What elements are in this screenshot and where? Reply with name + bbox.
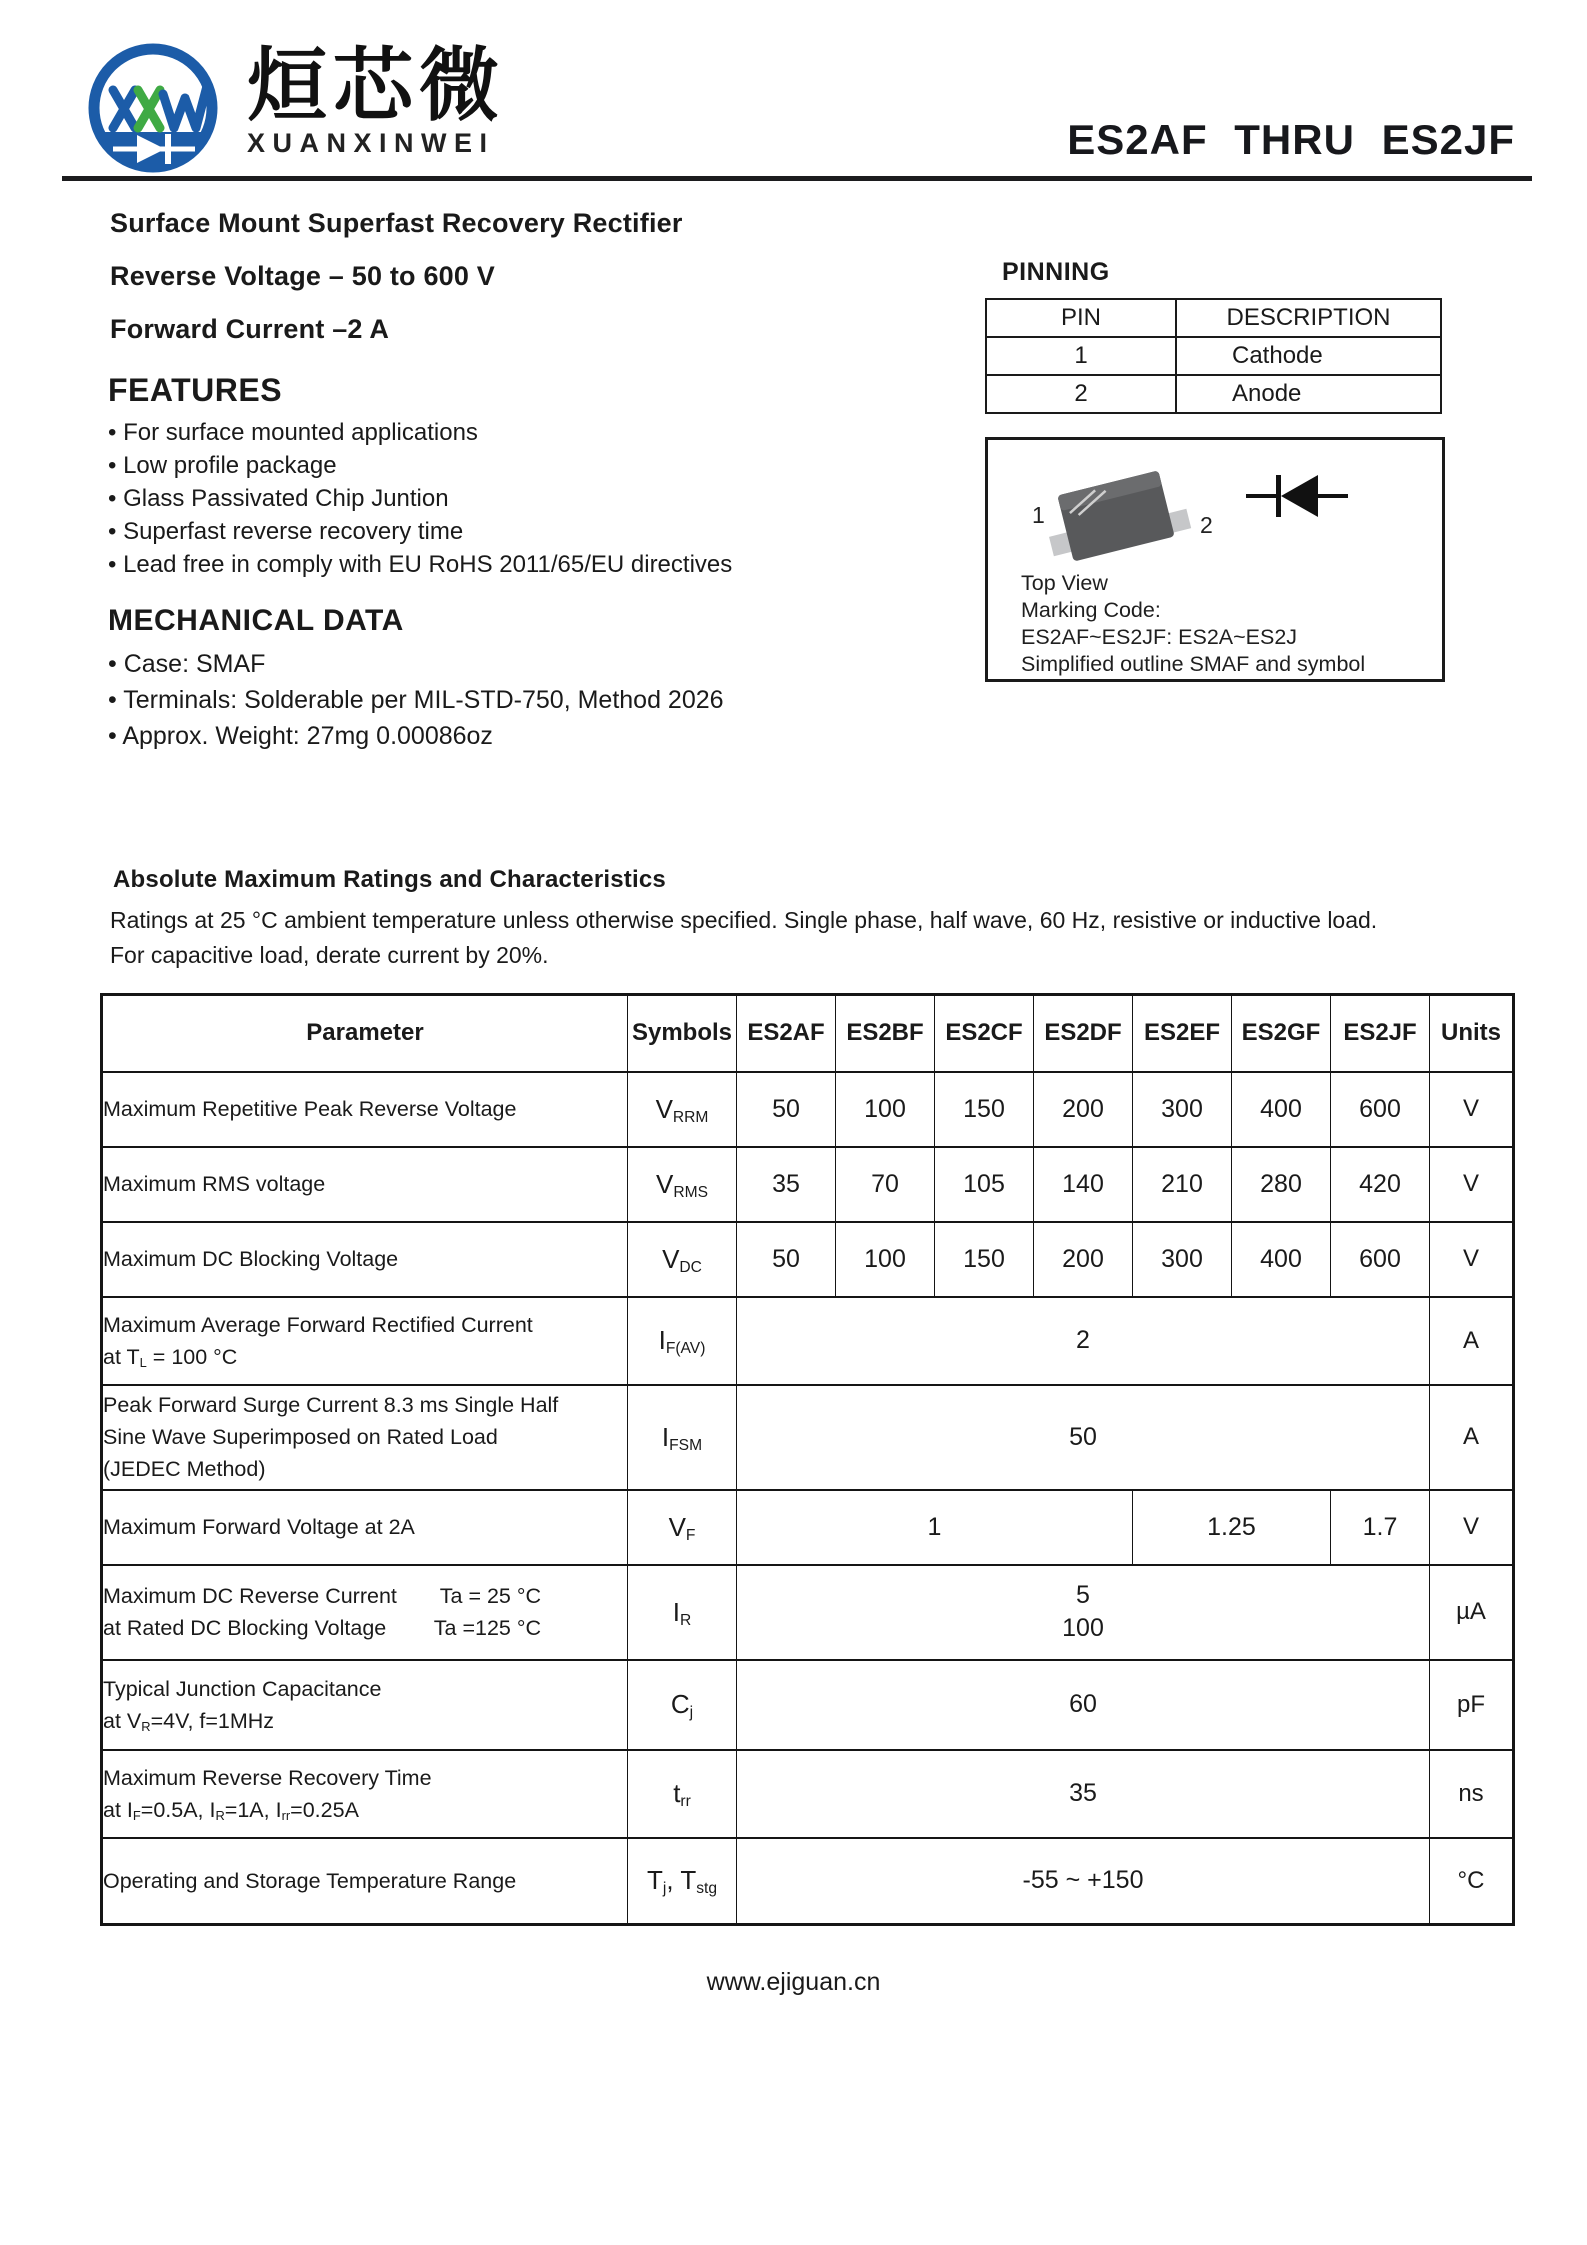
ratings-title: Absolute Maximum Ratings and Characteristics (113, 866, 666, 893)
pin1-label: 1 (1032, 502, 1045, 528)
table-row (102, 1838, 1514, 1925)
intro-block (110, 208, 683, 367)
param-cell: Maximum DC Blocking Voltage (102, 1222, 628, 1297)
param-cell: Maximum Forward Voltage at 2A (102, 1490, 628, 1565)
feature-item: • Low profile package (108, 449, 732, 482)
column-header: ES2GF (1232, 995, 1331, 1072)
param-cell: Maximum DC Reverse Current Ta = 25 °C at Rated DC Blocking Voltage Ta =125 °C (102, 1565, 628, 1660)
intro-line: Surface Mount Superfast Recovery Rectifier (110, 208, 683, 238)
column-header: Parameter (102, 995, 628, 1072)
ratings-note (110, 903, 1377, 973)
mechanical-item: • Terminals: Solderable per MIL-STD-750, Method 2026 (108, 682, 724, 718)
pin-description: Cathode (1176, 337, 1441, 375)
value-cell: 35 (737, 1750, 1430, 1838)
symbol-cell: $I_R$ (628, 1565, 737, 1660)
unit-cell: ns (1430, 1750, 1514, 1838)
package-box (985, 437, 1445, 682)
column-header: ES2DF (1034, 995, 1133, 1072)
value-cell: 50 (737, 1385, 1430, 1490)
header-rule (62, 176, 1532, 181)
feature-item: • Superfast reverse recovery time (108, 515, 732, 548)
features-list (108, 416, 732, 581)
unit-cell: V (1430, 1222, 1514, 1297)
unit-cell: V (1430, 1072, 1514, 1147)
value-cell: 280 (1232, 1147, 1331, 1222)
param-cell: Maximum Repetitive Peak Reverse Voltage (102, 1072, 628, 1147)
param-cell: Maximum Reverse Recovery Time at $I_F=0.5A$, $I_R=1A$, $I_{rr}=0.25A$ (102, 1750, 628, 1838)
unit-cell: A (1430, 1297, 1514, 1385)
symbol-cell: $T_j$, $T_{stg}$ (628, 1838, 737, 1925)
column-header: ES2AF (737, 995, 836, 1072)
unit-cell: A (1430, 1385, 1514, 1490)
param-cell: Typical Junction Capacitance at $V_R=4V$, f=1MHz (102, 1660, 628, 1750)
intro-line: Forward Current –2 A (110, 314, 390, 344)
value-cell: 200 (1034, 1222, 1133, 1297)
intro-line: Reverse Voltage – 50 to 600 V (110, 261, 495, 291)
footer-url: www.ejiguan.cn (706, 1968, 881, 1996)
value-cell: 200 (1034, 1072, 1133, 1147)
param-cell: Maximum RMS voltage (102, 1147, 628, 1222)
table-row (102, 1147, 1514, 1222)
feature-item: • Glass Passivated Chip Juntion (108, 482, 732, 515)
value-cell: 600 (1331, 1222, 1430, 1297)
ratings-table (100, 993, 1515, 1926)
value-cell: 140 (1034, 1147, 1133, 1222)
features-title: FEATURES (108, 372, 283, 408)
pin-column-header: PIN (986, 299, 1176, 337)
symbol-cell: $V_{RMS}$ (628, 1147, 737, 1222)
brand-logo (75, 38, 505, 178)
symbol-cell: $V_{DC}$ (628, 1222, 737, 1297)
value-cell: 150 (935, 1222, 1034, 1297)
value-cell: 100 (836, 1072, 935, 1147)
value-cell: 300 (1133, 1222, 1232, 1297)
ratings-note-line: For capacitive load, derate current by 20%. (110, 942, 549, 968)
value-cell: 2 (737, 1297, 1430, 1385)
description-column-header: DESCRIPTION (1176, 299, 1441, 337)
symbol-cell: $C_j$ (628, 1660, 737, 1750)
unit-cell: V (1430, 1147, 1514, 1222)
mechanical-item: • Approx. Weight: 27mg 0.00086oz (108, 718, 724, 754)
value-cell: 210 (1133, 1147, 1232, 1222)
column-header: ES2BF (836, 995, 935, 1072)
xxw-logo-icon (75, 38, 235, 178)
pinning-title: PINNING (1002, 258, 1110, 286)
pin-number: 2 (986, 375, 1176, 413)
pin-number: 1 (986, 337, 1176, 375)
unit-cell: °C (1430, 1838, 1514, 1925)
symbol-cell: $I_{F(AV)}$ (628, 1297, 737, 1385)
column-header: ES2JF (1331, 995, 1430, 1072)
value-cell: 105 (935, 1147, 1034, 1222)
symbol-cell: $t_{rr}$ (628, 1750, 737, 1838)
column-header: Symbols (628, 995, 737, 1072)
table-row (102, 1297, 1514, 1385)
value-cell: 70 (836, 1147, 935, 1222)
value-cell: 60 (737, 1660, 1430, 1750)
symbol-cell: $V_F$ (628, 1490, 737, 1565)
param-cell: Peak Forward Surge Current 8.3 ms Single Half Sine Wave Superimposed on Rated Load (JEDEC Method) (102, 1385, 628, 1490)
value-cell: 5 100 (737, 1565, 1430, 1660)
symbol-cell: $V_{RRM}$ (628, 1072, 737, 1147)
column-header: Units (1430, 995, 1514, 1072)
value-cell: 1 (737, 1490, 1133, 1565)
value-cell: 400 (1232, 1072, 1331, 1147)
package-caption (1021, 570, 1365, 678)
pin-row (986, 375, 1441, 413)
column-header: ES2EF (1133, 995, 1232, 1072)
table-header-row (102, 995, 1514, 1072)
table-row (102, 1072, 1514, 1147)
diode-symbol-icon (1246, 475, 1348, 517)
unit-cell: pF (1430, 1660, 1514, 1750)
param-cell: Operating and Storage Temperature Range (102, 1838, 628, 1925)
pin-description: Anode (1176, 375, 1441, 413)
symbol-cell: $I_{FSM}$ (628, 1385, 737, 1490)
value-cell: 420 (1331, 1147, 1430, 1222)
value-cell: 600 (1331, 1072, 1430, 1147)
unit-cell: µA (1430, 1565, 1514, 1660)
pin-header-row (986, 299, 1441, 337)
value-cell: 300 (1133, 1072, 1232, 1147)
part-range-title: ES2AF THRU ES2JF (1067, 116, 1515, 163)
brand-text (247, 40, 505, 159)
package-caption-line: Simplified outline SMAF and symbol (1021, 652, 1366, 676)
package-caption-line: ES2AF~ES2JF: ES2A~ES2J (1021, 625, 1298, 649)
param-cell: Maximum Average Forward Rectified Current at $T_L = 100$ °C (102, 1297, 628, 1385)
brand-name-cn: 烜芯微 (247, 39, 505, 132)
table-row (102, 1750, 1514, 1838)
value-cell: 1.25 (1133, 1490, 1331, 1565)
value-cell: 1.7 (1331, 1490, 1430, 1565)
feature-item: • Lead free in comply with EU RoHS 2011/65/EU directives (108, 548, 732, 581)
value-cell: 400 (1232, 1222, 1331, 1297)
value-cell: 100 (836, 1222, 935, 1297)
column-header: ES2CF (935, 995, 1034, 1072)
value-cell: -55 ~ +150 (737, 1838, 1430, 1925)
table-row (102, 1490, 1514, 1565)
table-row (102, 1660, 1514, 1750)
table-row (102, 1385, 1514, 1490)
table-row (102, 1565, 1514, 1660)
mechanical-list (108, 646, 724, 754)
mechanical-item: • Case: SMAF (108, 646, 724, 682)
pin2-label: 2 (1200, 512, 1213, 538)
unit-cell: V (1430, 1490, 1514, 1565)
pin-table (985, 298, 1442, 414)
value-cell: 50 (737, 1222, 836, 1297)
value-cell: 50 (737, 1072, 836, 1147)
feature-item: • For surface mounted applications (108, 416, 732, 449)
brand-name-en: XUANXINWEI (247, 128, 495, 158)
ratings-note-line: Ratings at 25 °C ambient temperature unless otherwise specified. Single phase, half wave, 60 Hz, resistive or inductive load. (110, 907, 1378, 933)
pin-row (986, 337, 1441, 375)
value-cell: 35 (737, 1147, 836, 1222)
package-caption-line: Marking Code: (1021, 598, 1161, 622)
mechanical-title: MECHANICAL DATA (108, 604, 404, 637)
value-cell: 150 (935, 1072, 1034, 1147)
package-caption-line: Top View (1021, 571, 1108, 595)
table-row (102, 1222, 1514, 1297)
